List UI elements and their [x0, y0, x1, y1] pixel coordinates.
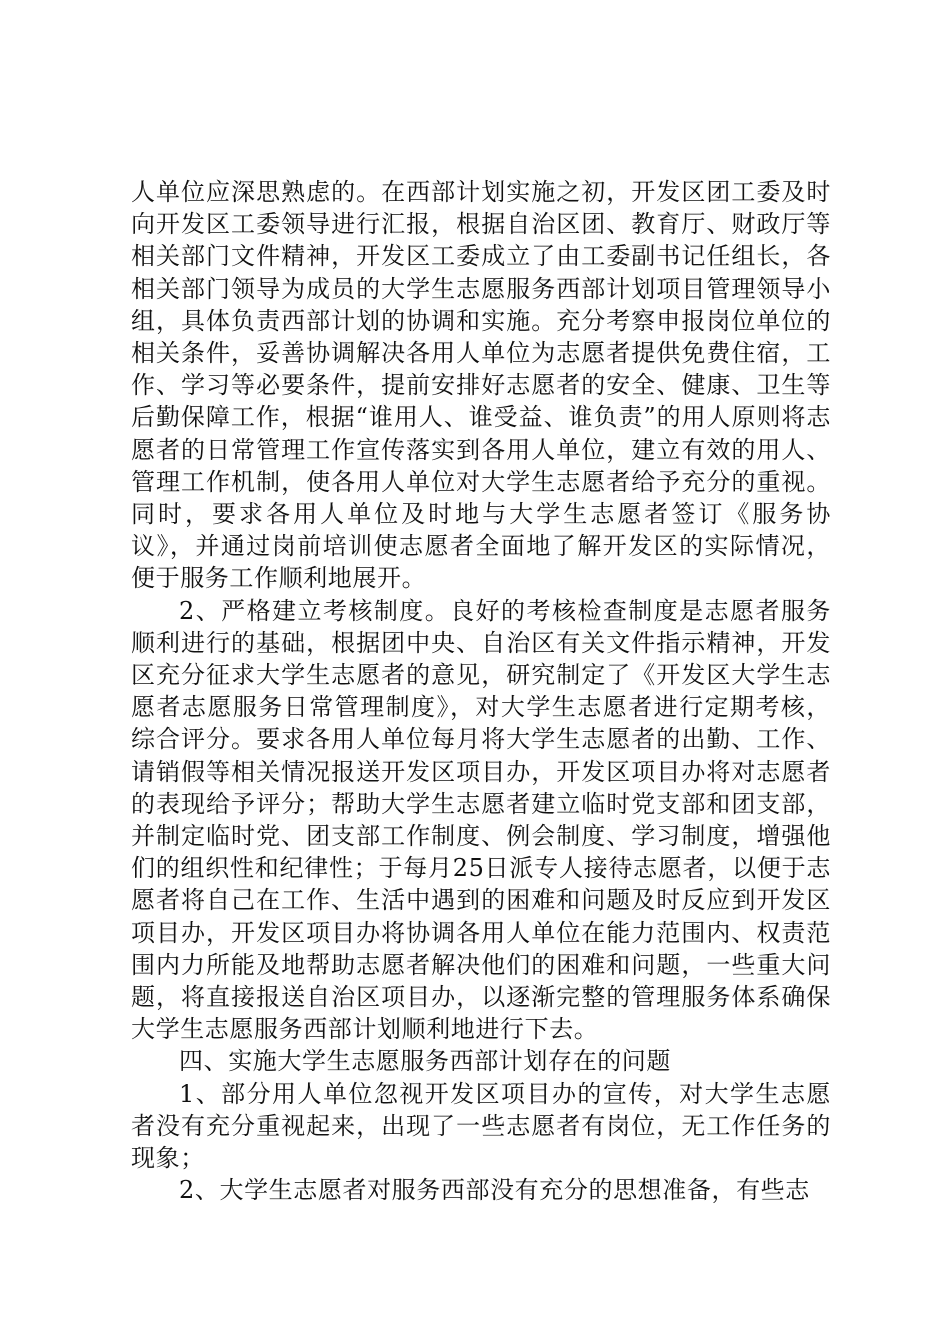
paragraph-problem-1: 1、部分用人单位忽视开发区项目办的宣传，对大学生志愿者没有充分重视起来，出现了一些志愿者有岗位，无工作任务的现象；	[131, 1079, 831, 1173]
paragraph-problem-2: 2、大学生志愿者对服务西部没有充分的思想准备，有些志	[179, 1176, 810, 1205]
paragraph-assessment-system: 2、严格建立考核制度。良好的考核检查制度是志愿者服务顺利进行的基础，根据团中央、自治区有关文件指示精神，开发区充分征求大学生志愿者的意见，研究制定了《开发区大学生志愿者志愿服务日常管理制度》，对大学生志愿者进行定期考核，综合评分。要求各用人单位每月将大学生志愿者的出勤、工作、请销假等相关情况报送开发区项目办，开发区项目办将对志愿者的表现给予评分；帮助大学生志愿者建立临时党支部和团支部，并制定临时党、团支部工作制度、例会制度、学习制度，增强他们的组织性和纪律性；于每月25日派专人接待志愿者，以便于志愿者将自己在工作、生活中遇到的困难和问题及时反应到开发区项目办，开发区项目办将协调各用人单位在能力范围内、权责范围内力所能及地帮助志愿者解决他们的困难和问题，一些重大问题，将直接报送自治区项目办，以逐渐完整的管理服务体系确保大学生志愿服务西部计划顺利地进行下去。	[131, 596, 831, 1044]
section-heading-problems: 四、实施大学生志愿服务西部计划存在的问题	[179, 1047, 671, 1076]
paragraph-continuation: 人单位应深思熟虑的。在西部计划实施之初，开发区团工委及时向开发区工委领导进行汇报，根据自治区团、教育厅、财政厅等相关部门文件精神，开发区工委成立了由工委副书记任组长，各相关部门领导为成员的大学生志愿服务西部计划项目管理领导小组，具体负责西部计划的协调和实施。充分考察申报岗位单位的相关条件，妥善协调解决各用人单位为志愿者提供免费住宿，工作、学习等必要条件，提前安排好志愿者的安全、健康、卫生等后勤保障工作，根据“谁用人、谁受益、谁负责”的用人原则将志愿者的日常管理工作宣传落实到各用人单位，建立有效的用人、管理工作机制，使各用人单位对大学生志愿者给予充分的重视。同时，要求各用人单位及时地与大学生志愿者签订《服务协议》，并通过岗前培训使志愿者全面地了解开发区的实际情况，便于服务工作顺利地展开。	[131, 178, 831, 593]
document-body	[131, 176, 831, 1207]
